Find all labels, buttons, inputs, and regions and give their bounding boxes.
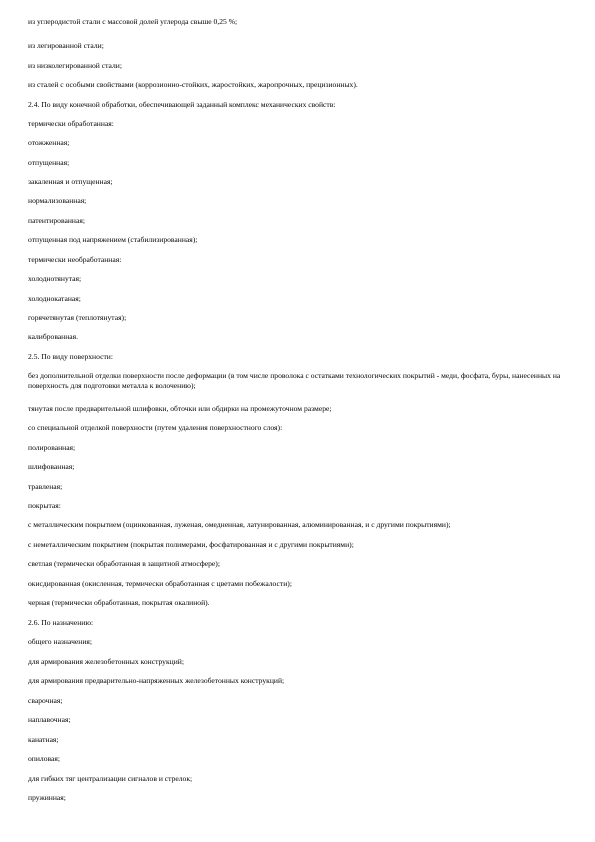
text-line: для армирования железобетонных конструкций; [28, 657, 184, 666]
text-line: из углеродистой стали с массовой долей углерода свыше 0,25 %; [28, 17, 238, 26]
text-line: закаленная и отпущенная; [28, 177, 113, 186]
text-line: из сталей с особыми свойствами (коррозионно-стойких, жаростойких, жаропрочных, прецизионных). [28, 80, 358, 89]
text-line: канатная; [28, 735, 59, 744]
section-heading: 2.4. По виду конечной обработки, обеспечивающей заданный комплекс механических свойств: [28, 100, 336, 109]
section-heading: 2.6. По назначению: [28, 618, 94, 627]
text-paragraph: без дополнительной отделки поверхности после деформации (в том числе проволока с остатками технологических покрытий - меди, фосфата, буры, нанесенных на поверхность для подготовки металла к волочению); [28, 371, 561, 390]
text-line: полированная; [28, 443, 76, 452]
section-heading: 2.5. По виду поверхности: [28, 352, 113, 361]
text-line: калиброванная. [28, 332, 79, 341]
text-line: шлифованная; [28, 462, 75, 471]
text-line: тянутая после предварительной шлифовки, обточки или обдирки на промежуточном размере; [28, 404, 332, 413]
text-line: окисдированная (окисленная, термически обработанная с цветами побежалости); [28, 579, 292, 588]
text-line: отожженная; [28, 138, 70, 147]
text-line: для гибких тяг централизации сигналов и стрелок; [28, 774, 193, 783]
text-line: покрытая: [28, 501, 61, 510]
text-line: опиловая; [28, 754, 60, 763]
text-line: наплавочная; [28, 715, 71, 724]
text-line: для армирования предварительно-напряженных железобетонных конструкций; [28, 676, 285, 685]
text-line: термически обработанная: [28, 119, 114, 128]
text-line: с неметаллическим покрытием (покрытая полимерами, фосфатированная и с другими покрытиями); [28, 540, 354, 549]
text-line: отпущенная под напряжением (стабилизированная); [28, 235, 198, 244]
text-line: горячетянутая (теплотянутая); [28, 313, 127, 322]
text-line: черная (термически обработанная, покрытая окалиной). [28, 598, 210, 607]
text-line: общего назначения; [28, 637, 92, 646]
text-line: нормализованная; [28, 196, 87, 205]
text-line: травленая; [28, 482, 63, 491]
text-line: отпущенная; [28, 158, 70, 167]
text-line: термически необработанная: [28, 255, 122, 264]
text-line: пружинная; [28, 793, 66, 802]
text-line: с металлическим покрытием (оцинкованная, луженая, омедненная, латунированная, алюминированная, и с другими покрытиями); [28, 520, 451, 529]
text-line: из низколегированной стали; [28, 61, 122, 70]
text-line: сварочная; [28, 696, 63, 705]
text-line: холоднокатаная; [28, 294, 81, 303]
text-line: из легированной стали; [28, 41, 104, 50]
text-line: со специальной отделкой поверхности (путем удаления поверхностного слоя): [28, 423, 283, 432]
text-line: патентированная; [28, 216, 85, 225]
text-line: светлая (термически обработанная в защитной атмосфере); [28, 559, 220, 568]
text-line: холоднотянутая; [28, 274, 82, 283]
